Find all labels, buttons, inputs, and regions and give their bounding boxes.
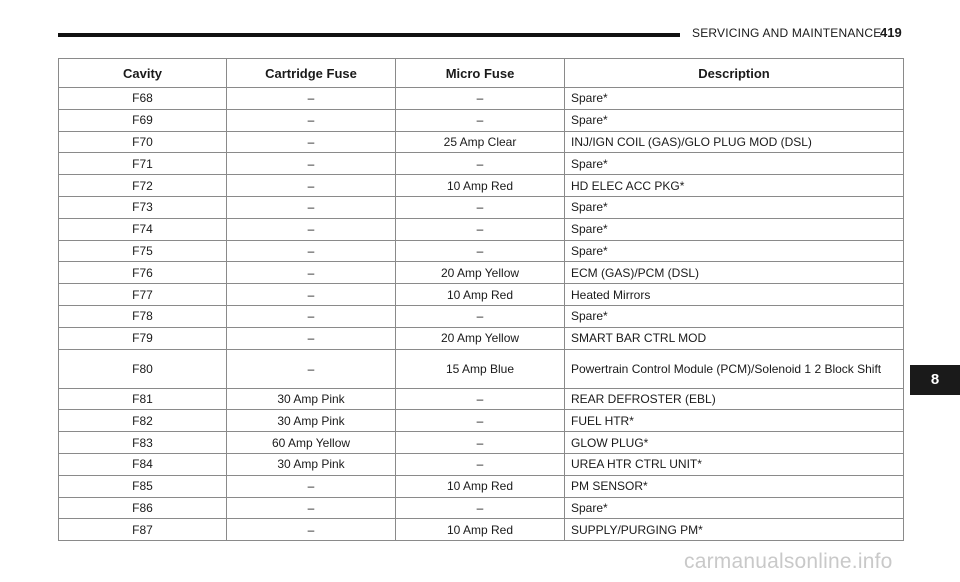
- cell-description: PM SENSOR*: [565, 475, 904, 497]
- cell-micro-fuse: 10 Amp Red: [396, 284, 565, 306]
- cell-description: Spare*: [565, 497, 904, 519]
- cell-description: SMART BAR CTRL MOD: [565, 327, 904, 349]
- cell-cartridge-fuse: –: [227, 153, 396, 175]
- cell-cartridge-fuse: –: [227, 497, 396, 519]
- cell-cartridge-fuse: –: [227, 218, 396, 240]
- cell-cartridge-fuse: –: [227, 327, 396, 349]
- cell-micro-fuse: –: [396, 153, 565, 175]
- cell-cavity: F84: [59, 453, 227, 475]
- cell-cavity: F83: [59, 432, 227, 454]
- cell-cartridge-fuse: –: [227, 349, 396, 388]
- cell-cartridge-fuse: 30 Amp Pink: [227, 388, 396, 410]
- cell-cavity: F81: [59, 388, 227, 410]
- cell-micro-fuse: 20 Amp Yellow: [396, 327, 565, 349]
- table-row: [59, 175, 904, 197]
- table-row: [59, 519, 904, 541]
- cell-cartridge-fuse: 30 Amp Pink: [227, 410, 396, 432]
- cell-description: Spare*: [565, 240, 904, 262]
- table-row: [59, 109, 904, 131]
- cell-cavity: F80: [59, 349, 227, 388]
- table-row: [59, 262, 904, 284]
- table-row: [59, 284, 904, 306]
- cell-description: HD ELEC ACC PKG*: [565, 175, 904, 197]
- cell-cartridge-fuse: –: [227, 305, 396, 327]
- cell-description: Powertrain Control Module (PCM)/Solenoid 1 2 Block Shift: [565, 349, 904, 388]
- table-row: [59, 131, 904, 153]
- cell-description: Spare*: [565, 305, 904, 327]
- table-row: [59, 88, 904, 110]
- cell-cavity: F70: [59, 131, 227, 153]
- table-row: [59, 327, 904, 349]
- cell-cartridge-fuse: –: [227, 519, 396, 541]
- column-header-description: Description: [565, 59, 904, 88]
- cell-description: FUEL HTR*: [565, 410, 904, 432]
- watermark: carmanualsonline.info: [684, 550, 893, 573]
- cell-cartridge-fuse: –: [227, 196, 396, 218]
- cell-description: GLOW PLUG*: [565, 432, 904, 454]
- cell-micro-fuse: 10 Amp Red: [396, 175, 565, 197]
- section-tab[interactable]: 8: [910, 365, 960, 395]
- cell-micro-fuse: –: [396, 196, 565, 218]
- table-row: [59, 475, 904, 497]
- table-body: [59, 88, 904, 541]
- cell-description: UREA HTR CTRL UNIT*: [565, 453, 904, 475]
- cell-cavity: F82: [59, 410, 227, 432]
- cell-cartridge-fuse: –: [227, 88, 396, 110]
- cell-micro-fuse: 10 Amp Red: [396, 475, 565, 497]
- cell-cavity: F77: [59, 284, 227, 306]
- cell-micro-fuse: –: [396, 305, 565, 327]
- cell-micro-fuse: –: [396, 218, 565, 240]
- cell-description: Spare*: [565, 109, 904, 131]
- table-row: [59, 410, 904, 432]
- cell-cavity: F79: [59, 327, 227, 349]
- cell-micro-fuse: –: [396, 432, 565, 454]
- cell-description: Spare*: [565, 196, 904, 218]
- cell-cavity: F85: [59, 475, 227, 497]
- cell-cavity: F75: [59, 240, 227, 262]
- cell-cartridge-fuse: –: [227, 175, 396, 197]
- cell-cavity: F74: [59, 218, 227, 240]
- cell-cartridge-fuse: –: [227, 131, 396, 153]
- cell-cartridge-fuse: –: [227, 475, 396, 497]
- cell-cavity: F86: [59, 497, 227, 519]
- header-rule: [58, 33, 680, 37]
- cell-description: Spare*: [565, 88, 904, 110]
- cell-description: Spare*: [565, 218, 904, 240]
- cell-micro-fuse: 10 Amp Red: [396, 519, 565, 541]
- section-title: SERVICING AND MAINTENANCE: [692, 26, 882, 40]
- table-row: [59, 432, 904, 454]
- column-header-cartridge-fuse: Cartridge Fuse: [227, 59, 396, 88]
- cell-description: Heated Mirrors: [565, 284, 904, 306]
- cell-micro-fuse: –: [396, 410, 565, 432]
- cell-cavity: F68: [59, 88, 227, 110]
- cell-cavity: F87: [59, 519, 227, 541]
- column-header-micro-fuse: Micro Fuse: [396, 59, 565, 88]
- table-row: [59, 153, 904, 175]
- table-row: [59, 305, 904, 327]
- cell-micro-fuse: 25 Amp Clear: [396, 131, 565, 153]
- cell-description: ECM (GAS)/PCM (DSL): [565, 262, 904, 284]
- cell-description: Spare*: [565, 153, 904, 175]
- cell-cartridge-fuse: 60 Amp Yellow: [227, 432, 396, 454]
- column-header-cavity: Cavity: [59, 59, 227, 88]
- cell-micro-fuse: –: [396, 88, 565, 110]
- table-row: [59, 497, 904, 519]
- table-row: [59, 388, 904, 410]
- cell-cavity: F71: [59, 153, 227, 175]
- cell-cartridge-fuse: –: [227, 262, 396, 284]
- table-row: [59, 453, 904, 475]
- cell-cartridge-fuse: 30 Amp Pink: [227, 453, 396, 475]
- table-header-row: [59, 59, 904, 88]
- table-row: [59, 349, 904, 388]
- cell-description: INJ/IGN COIL (GAS)/GLO PLUG MOD (DSL): [565, 131, 904, 153]
- cell-cavity: F69: [59, 109, 227, 131]
- cell-cavity: F73: [59, 196, 227, 218]
- table-row: [59, 196, 904, 218]
- table-row: [59, 240, 904, 262]
- cell-cavity: F78: [59, 305, 227, 327]
- cell-cartridge-fuse: –: [227, 284, 396, 306]
- cell-cavity: F72: [59, 175, 227, 197]
- cell-micro-fuse: –: [396, 109, 565, 131]
- cell-cavity: F76: [59, 262, 227, 284]
- cell-micro-fuse: 15 Amp Blue: [396, 349, 565, 388]
- cell-micro-fuse: –: [396, 388, 565, 410]
- cell-cartridge-fuse: –: [227, 240, 396, 262]
- cell-micro-fuse: –: [396, 497, 565, 519]
- cell-micro-fuse: 20 Amp Yellow: [396, 262, 565, 284]
- cell-description: REAR DEFROSTER (EBL): [565, 388, 904, 410]
- cell-micro-fuse: –: [396, 453, 565, 475]
- cell-description: SUPPLY/PURGING PM*: [565, 519, 904, 541]
- fuse-table: [58, 58, 904, 541]
- cell-micro-fuse: –: [396, 240, 565, 262]
- table-row: [59, 218, 904, 240]
- page-number: 419: [880, 25, 902, 40]
- cell-cartridge-fuse: –: [227, 109, 396, 131]
